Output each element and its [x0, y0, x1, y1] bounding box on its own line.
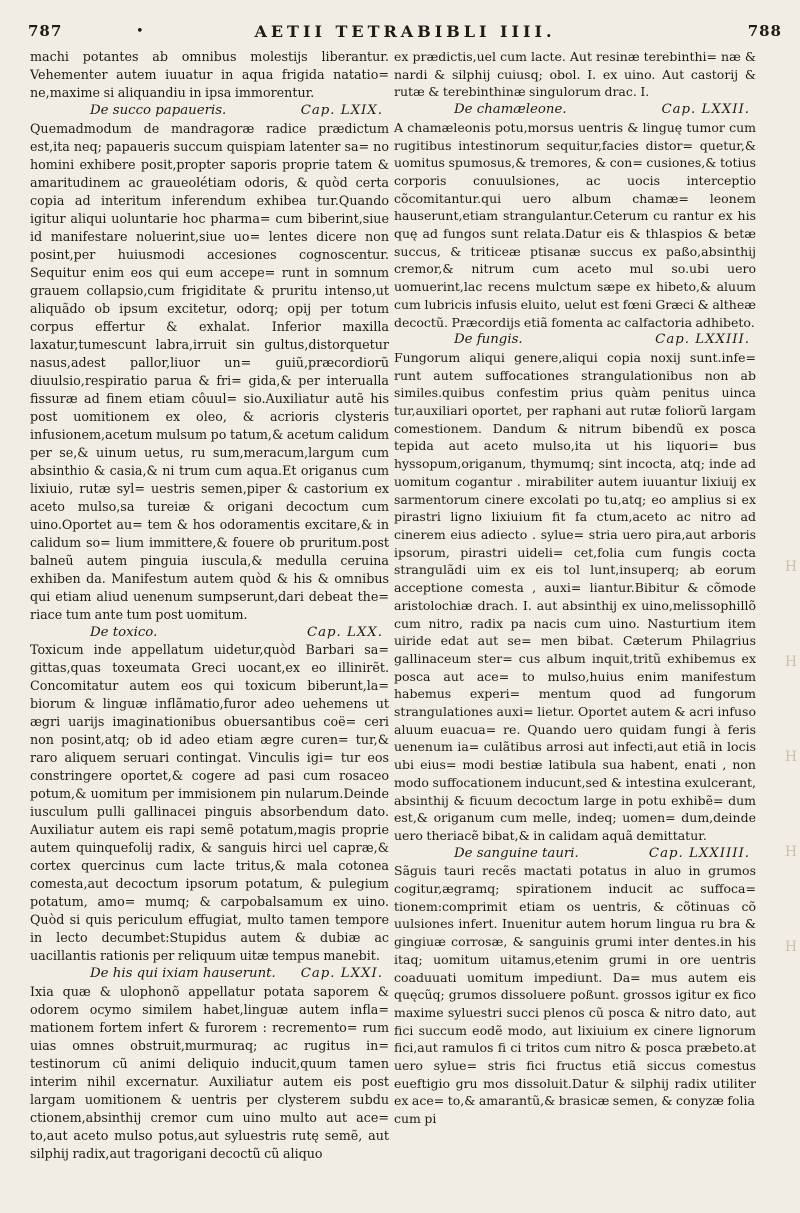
- paragraph: ex prædictis,uel cum lacte. Aut resinæ terebinthi= næ & nardi & silphij cuiusq; obol. I. ex uino. Aut castorij & rutæ & terebinthinæ singulorum drac. I.: [394, 49, 756, 100]
- chapter-number: Cap. LXXII.: [661, 102, 750, 118]
- ornament-mark: •: [136, 24, 144, 39]
- paragraph: A chamæleonis potu,morsus uentris & linguę tumor cum rugitibus intestinorum sequitur,facies distor= quetur,& uomitus spumosus,& tremores, & con= cusiones,& totius corporis conuulsiones, ac uocis interceptio cõcomitantur.qui uero album chamæ= leonem hauserunt,etiam strangulantur.Ceterum cu rantur ex his quę ad fungos sunt relata.Datur eis & thlaspios & betæ succus, & triticeæ ptisanæ succus ex paßo,absinthij cremor,& nitrum cum aceto mul so.ubi uero uomuerint,lac recens mulctum sæpe ex hibeto,& aluum cum lubricis infusis eluito, uelut est fœni Græci & altheæ decoctũ. Præcordijs etiã fomenta ac calfactoria adhibeto.: [394, 119, 756, 330]
- chapter-number: Cap. LXXI.: [300, 966, 383, 982]
- catchword: cum pi: [394, 1111, 437, 1127]
- left-column: [30, 48, 389, 1163]
- chapter-title: De fungis.: [454, 332, 523, 348]
- folio-right: 788: [747, 22, 782, 40]
- paragraph: Fungorum aliqui genere,aliqui copia noxij sunt.infe= runt autem suffocationes strangulationibus non ab similes.quibus confestim prius quàm penitus uinca tur,auxiliari oportet, per raphani aut rutæ foliorũ largam comestionem. Dandum & nitrum bibendũ ex posca tepida aut aceto mulso,ita ut his liquori= bus hyssopum,origanum, thymumq; sint incocta, atq; inde ad uomitum cogantur . mirabiliter autem iuuantur lixiuij ex sarmentorum cinere excolati po tu,atq; eo amplius si ex pirastri ligno lixiuium fit fa ctum,aceto ac nitro ad cinerem eius adiecto . sylue= stria uero pira,aut arboris ipsorum, pirastri uideli= cet,folia cum fungis cocta strangulãdi uim ex eis tol lunt,insuperq; ab eorum acceptione comesta , auxi= liantur.Bibitur & cõmode aristolochiæ drach. I. aut absinthij ex uino,melissophillõ cum nitro, radix pa nacis cum uino. Nasturtium item uiride edat aut se= men bibat. Cæterum Philagrius gallinaceum ster= cus album inquit,tritũ exhibemus ex posca aut ace= to mulso,huius enim manifestum habemus experi= mentum quod ad fungorum strangulationes auxi= lietur. Oportet autem & acri infuso aluum euacua= re. Quando uero quidam fungi à feris uenenum ia= culãtibus arrosi aut infecti,aut etiã in locis ubi eius= modi bestiæ latibula sua habent, enati , non modo suffocationem inducunt,sed & intestina exulcerant, absinthij & ficuum decoctum large in potu exhibẽ= dum est,& origanum cum melle, indeq; uomen= dum,deinde uero theriacẽ bibat,& in calidam aquã demittatur.: [394, 349, 756, 843]
- chapter-number: Cap. LXX.: [306, 624, 383, 640]
- chapter-title: De his qui ixiam hauserunt.: [90, 966, 276, 982]
- chapter-heading: [30, 624, 389, 642]
- chapter-number: Cap. LXXIIII.: [648, 845, 750, 861]
- chapter-title: De sanguine tauri.: [454, 845, 579, 861]
- chapter-title: De toxico.: [90, 624, 158, 640]
- chapter-heading: [30, 102, 389, 120]
- chapter-heading: [394, 331, 756, 349]
- folio-left: 787: [28, 22, 63, 40]
- bleed-through-marks: H H H H H: [784, 559, 798, 955]
- paragraph: Quemadmodum de mandragoræ radice prædictum est,ita neq; papaueris succum quispiam latenter sa= no homini exhibere posit,propter saporis proprie tatem & amaritudinem ac graueolétiam odoris, & quòd certa copia ad interitum inferendum exhibea tur.Quando igitur aliqui uoluntarie hoc pharma= cum biberint,siue id manifestare noluerint,siue uo= lentes dicere non posint,per huiusmodi accesiones cognoscentur. Sequitur enim eos qui eum accepe= runt in somnum grauem collapsio,cum frigiditate & pruritu intenso,ut aliquãdo ob ipsum excitetur, odorq; opij per totum corpus effertur & exhalat. Inferior maxilla laxatur,tumescunt labra,irruit sin gultus,distorquetur nasus,adest pallor,liuor un= guiũ,præcordiorũ diuulsio,respiratio parua & fri= gida,& per interualla fissuræ ad finem etiam côuul= sio.Auxiliatur autẽ his post uomitionem ex oleo, & acrioris clysteris infusionem,acetum mulsum po tatum,& acetum calidum per se,& uinum uetus, ru sum,meracum,largum cum absinthio & casia,& ni trum cum aqua.Et origanus cum lixiuio, rutæ syl= uestris semen,piper & castorium ex aceto mulso,sa tureiæ & origani decoctum cum uino.Oportet au= tem & hos odoramentis excitare,& in calidum so= lium immittere,& fouere ob pruritum.post balneũ autem pinguia iuscula,& medulla ceruina exhiben da. Manifestum autem quòd & his & omnibus qui etiam aliud uenenum sumpserunt,dari debeat the= riace tum ante tum post uomitum.: [30, 120, 389, 622]
- right-column: [394, 48, 756, 1128]
- paragraph: Toxicum inde appellatum uidetur,quòd Barbari sa= gittas,quas toxeumata Greci uocant,ex eo illinirẽt. Concomitatur autem eos qui toxicum biberunt,la= biorum & linguæ inflãmatio,furor adeo uehemens ut ægri uarijs imaginationibus obuersantibus coë= ceri non posint,atq; ob id adeo etiam ægre curen= tur,& raro aliquem seruari contingat. Vinculis igi= tur eos constringere oportet,& cogere ad pasi cum rosaceo potum,& uomitum per immisionem pin nularum.Deinde iusculum pulli gallinacei pinguis absorbendum dato. Auxiliatur autem eis rapi semẽ potatum,magis proprie autem quinquefolij radix, & sanguis hirci uel capræ,& cortex quercinus cum lacte tritus,& mala cotonea comesta,aut decoctum ipsorum potatum, & pulegium potatum, amo= mumq; & carpobalsamum ex uino. Quòd si quis periculum effugiat, multo tamen tempore in lecto decumbet:Stupidus autem & dubiæ ac uacillantis rationis per reliquum uitæ tempus manebit.: [30, 642, 389, 964]
- chapter-heading: [394, 845, 756, 863]
- paragraph: Ixia quæ & ulophonõ appellatur potata saporem & odorem ocymo similem habet,linguæ autem infla= mationem fortem infert & furorem : recremento= rum uias omnes obstruit,murmuraq; ac rugitus in= testinorum cũ animi deliquio inducit,quum tamen interim nihil excernatur. Auxiliatur autem eis post largam uomitionem & uentris per clysterem subdu ctionem,absinthij cremor cum uino multo aut ace= to,aut aceto mulso potus,aut syluestris rutę semẽ, aut silphij radix,aut tragorigani decoctũ cũ aliquo: [30, 984, 389, 1162]
- running-head: [28, 22, 782, 46]
- chapter-number: Cap. LXXIII.: [655, 332, 750, 348]
- paragraph: machi potantes ab omnibus molestijs liberantur. Vehementer autem iuuatur in aqua frigida natatio= ne,maxime si aliquandiu in ipsa immorentur.: [30, 49, 389, 100]
- chapter-number: Cap. LXIX.: [300, 102, 383, 118]
- paragraph: Sãguis tauri recẽs mactati potatus in aluo in grumos cogitur,ægramq; spirationem inducit ac suffoca= tionem:comprimit etiam os uentris, & cõtinuas cõ uulsiones infert. Inuenitur autem horum lingua ru bra & gingiuæ corrosæ, & sanguinis grumi inter dentes.in his itaq; uomitum uitamus,etenim grumi in ore uentris coaduuati uomitum impediunt. Da= mus autem eis quęcũq; grumos dissoluere poßunt. grossos igitur ex fico maxime syluestri succi plenos cũ posca & nitro dato, aut fici succum eodẽ modo, aut lixiuium ex cinere lignorum fici,aut ramulos fi ci tritos cum nitro & posca præbeto.at uero sylue= stris fici fructus etiã siccus comestus eueftigio gru mos dissoluit.Datur & silphij radix utiliter ex ace= to,& amarantũ,& brasicæ semen, & conyzæ folia: [394, 863, 756, 1109]
- chapter-title: De succo papaueris.: [90, 102, 227, 118]
- chapter-heading: [30, 965, 389, 983]
- chapter-title: De chamæleone.: [454, 102, 567, 118]
- chapter-heading: [394, 101, 756, 119]
- running-title: AETII TETRABIBLI IIII.: [254, 22, 556, 41]
